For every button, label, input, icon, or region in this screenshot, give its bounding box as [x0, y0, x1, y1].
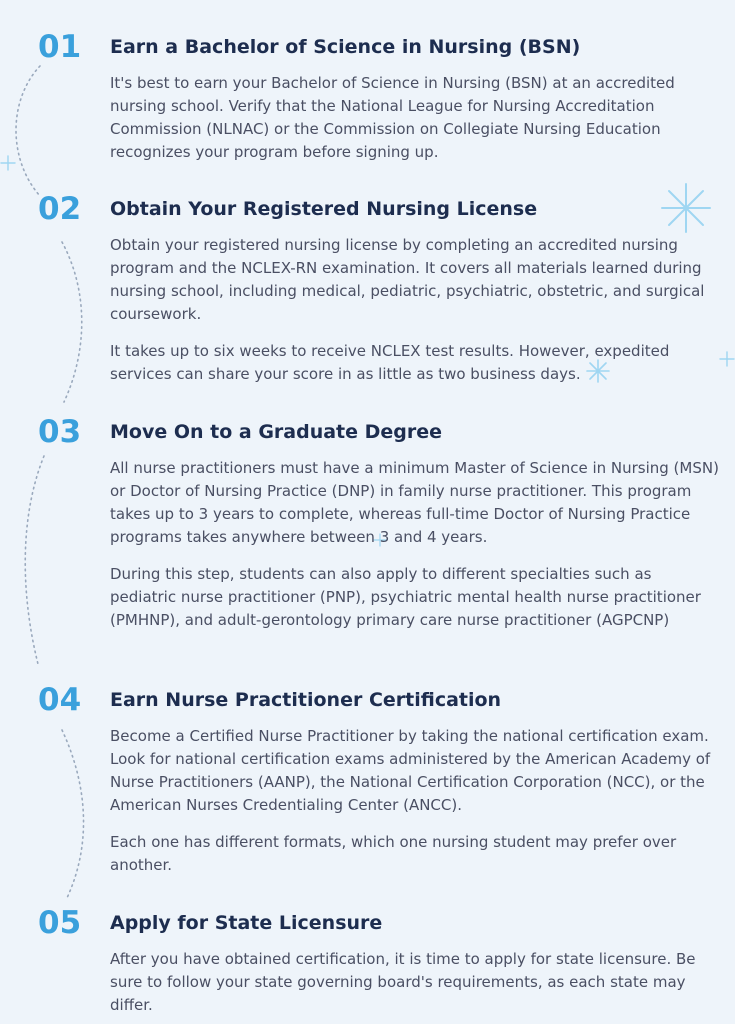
- connector-2-3: [62, 242, 82, 402]
- step-number: 01: [38, 29, 82, 65]
- step-title: Move On to a Graduate Degree: [110, 421, 443, 443]
- sparkle-small-left-icon: [1, 156, 15, 170]
- step-title: Apply for State Licensure: [110, 912, 383, 934]
- sparkle-large-icon: [662, 184, 710, 232]
- step-paragraph: Each one has different formats, which one nursing student may prefer over another.: [110, 833, 677, 874]
- step-paragraph: Obtain your registered nursing license by completing an accredited nursing program and the NCLEX-RN examination. It covers all materials learned during nursing school, including medical, pediatric, psychiatric, obstetric, and surgical coursework.: [110, 236, 705, 323]
- step-paragraph: During this step, students can also apply to different specialties such as pediatric nurse practitioner (PNP), psychiatric mental health nurse practitioner (PMHNP), and adult-gerontology primary care nurse practitioner (AGPCNP): [110, 565, 701, 629]
- connector-3-4: [25, 456, 44, 664]
- step-title: Earn Nurse Practitioner Certification: [110, 689, 502, 711]
- step-paragraph: It's best to earn your Bachelor of Science in Nursing (BSN) at an accredited nursing school. Verify that the National League for Nursing Accreditation Commission (NLNAC) or the Commission on Collegiate Nursing Education recognizes your program before signing up.: [110, 74, 675, 161]
- step-number: 04: [38, 682, 82, 718]
- step-number: 03: [38, 414, 82, 450]
- connector-4-5: [62, 730, 84, 900]
- step-paragraph: Become a Certified Nurse Practitioner by taking the national certification exam. Look for national certification exams administered by the American Academy of Nurse Practitioners (AANP), the National Certification Corporation (NCC), or the American Nurses Credentialing Center (ANCC).: [110, 727, 711, 814]
- connector-1-2: [16, 66, 40, 196]
- step-title: Obtain Your Registered Nursing License: [110, 198, 538, 220]
- step-number: 02: [38, 191, 82, 227]
- step-number: 05: [38, 905, 82, 941]
- step-title: Earn a Bachelor of Science in Nursing (BSN): [110, 36, 581, 58]
- sparkle-small-right-icon: [720, 352, 734, 366]
- step-paragraph: After you have obtained certification, it is time to apply for state licensure. Be sure to follow your state governing board's requirements, as each state may differ.: [110, 950, 696, 1014]
- step-paragraph: It takes up to six weeks to receive NCLEX test results. However, expedited services can share your score in as little as two business days.: [110, 342, 670, 383]
- step-paragraph: All nurse practitioners must have a minimum Master of Science in Nursing (MSN) or Doctor of Nursing Practice (DNP) in family nurse practitioner. This program takes up to 3 years to complete, whereas full-time Doctor of Nursing Practice programs takes anywhere between 3 and 4 years.: [110, 459, 719, 546]
